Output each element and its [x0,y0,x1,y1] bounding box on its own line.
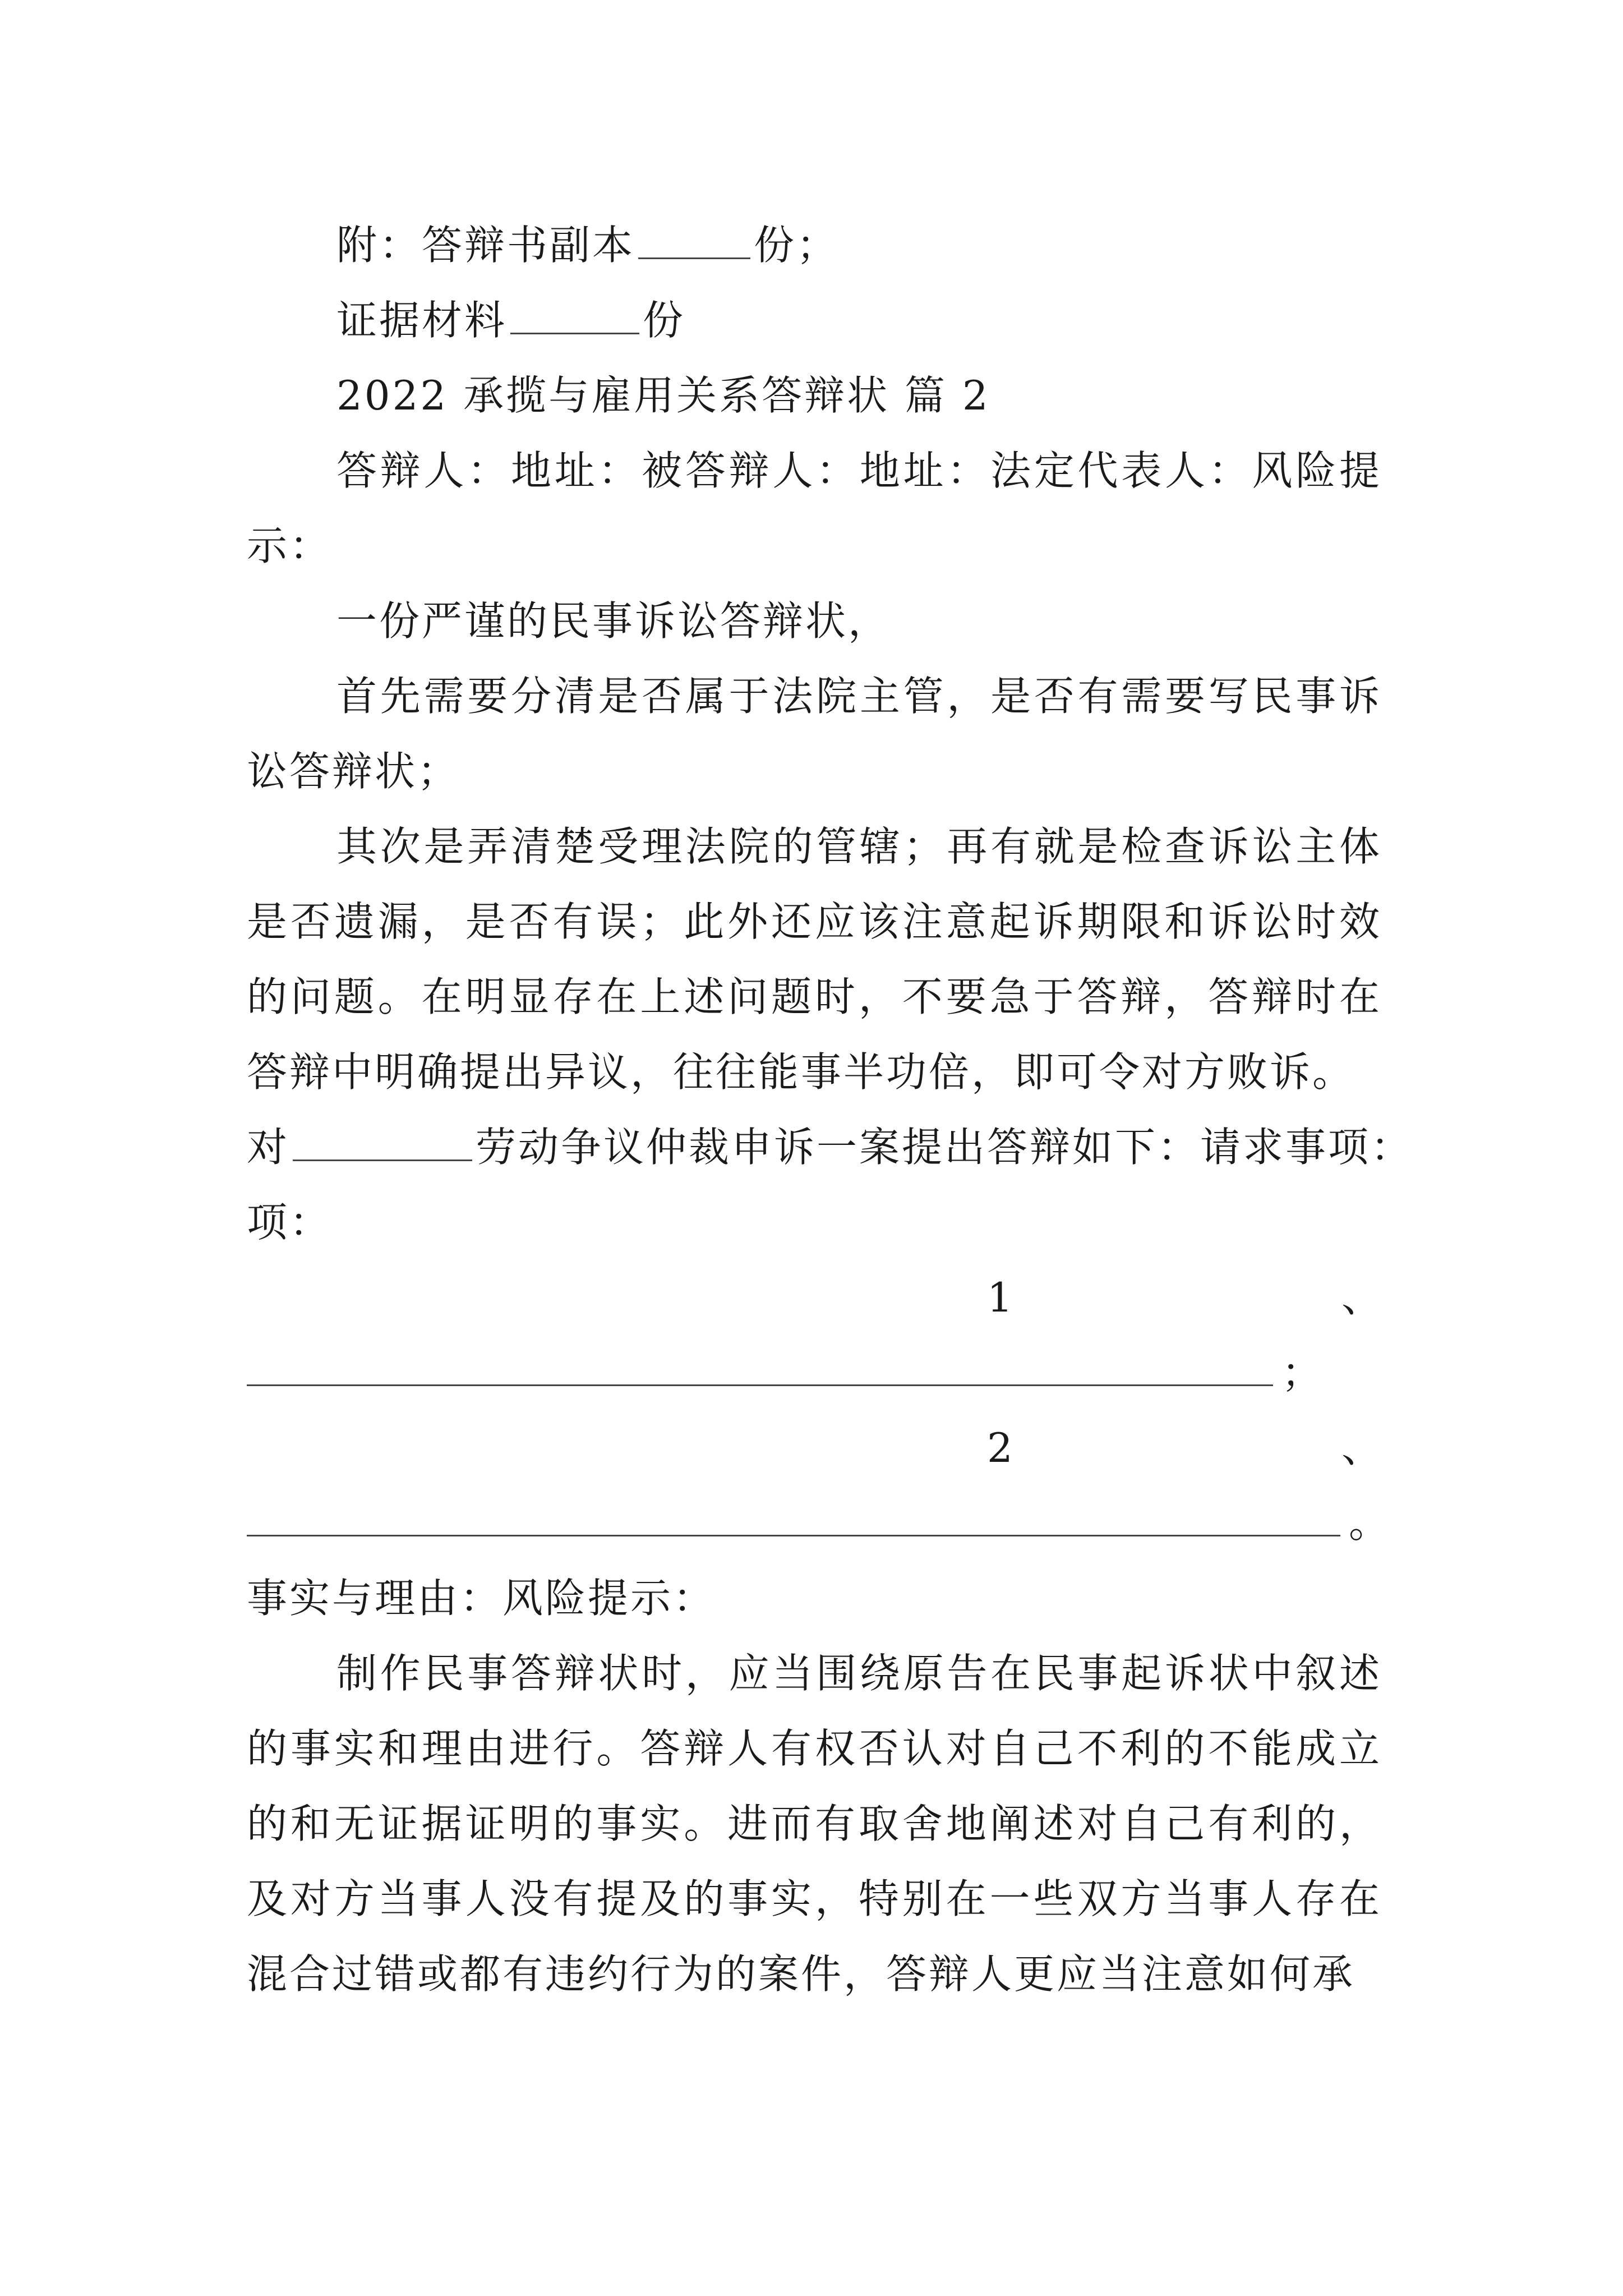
request-item-1-blank [247,1384,1273,1386]
request-item-1-head [247,1260,1382,1335]
request-item-end-mark: 。 [1349,1499,1390,1547]
request-item-2-head [247,1410,1382,1485]
claim-line [247,1110,1414,1185]
attachment-copies-line [247,208,1382,283]
document-heading: 2022 承揽与雇用关系答辩状 篇 2 [336,372,990,419]
evidence-materials-unit: 份 [643,297,686,344]
closing-paragraph: 制作民事答辩状时，应当围绕原告在民事起诉状中叙述的事实和理由进行。答辩人有权否认对自己不利的不能成立的和无证据证明的事实。进而有取舍地阐述对自己有利的，及对方当事人没有提及的事实，特别在一些双方当事人存在混合过错或都有违约行为的案件，答辩人更应当注意如何承 [247,1650,1382,1998]
claim-line-continued [247,1185,1382,1260]
request-item-separator: 、 [1341,1424,1382,1471]
body-paragraph: 一份严谨的民事诉讼答辩状， [336,597,891,645]
copies-count-blank [638,224,750,259]
claim-items-label: 项： [247,1199,333,1246]
evidence-materials-label: 证据材料 [336,297,508,344]
request-item-2-blank-line [247,1485,1390,1561]
request-item-end-mark: ； [1281,1349,1322,1396]
request-item-number: 2 [987,1424,1013,1471]
case-name-blank [293,1126,472,1161]
request-item-1-blank-line [247,1335,1382,1410]
parties-paragraph: 答辩人：地址：被答辩人：地址：法定代表人：风险提示： [247,447,1382,569]
facts-heading: 事实与理由：风险提示： [247,1575,716,1622]
evidence-materials-line [247,283,1382,358]
claim-suffix: 劳动争议仲裁申诉一案提出答辩如下：请求事项： [476,1124,1414,1171]
attachment-copies-label: 附：答辩书副本 [336,222,635,269]
evidence-count-blank [510,299,639,334]
attachment-copies-unit: 份； [754,222,840,269]
request-item-number: 1 [987,1274,1013,1321]
request-item-separator: 、 [1341,1274,1382,1321]
body-paragraph: 其次是弄清楚受理法院的管辖；再有就是检查诉讼主体是否遗漏，是否有误；此外还应该注意起诉期限和诉讼时效的问题。在明显存在上述问题时，不要急于答辩，答辩时在答辩中明确提出异议，往往能事半功倍，即可令对方败诉。 [247,823,1382,1096]
request-item-2-blank [247,1535,1340,1536]
body-paragraph: 首先需要分清是否属于法院主管，是否有需要写民事诉讼答辩状； [247,673,1382,795]
claim-prefix: 对 [247,1124,290,1171]
